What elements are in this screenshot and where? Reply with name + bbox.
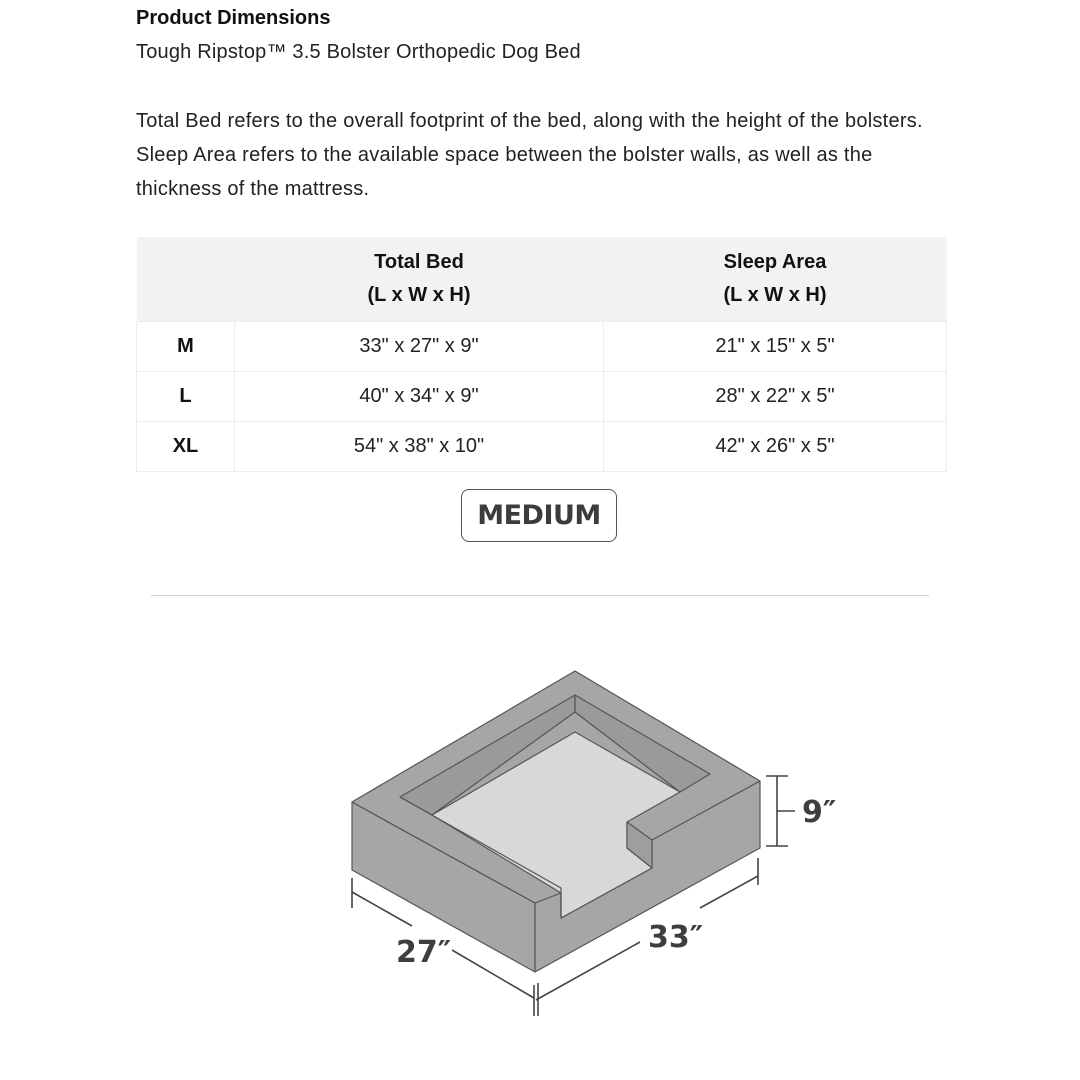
size-medium-button[interactable]: MEDIUM bbox=[461, 489, 617, 542]
header-sleep-area bbox=[604, 237, 947, 322]
header-total-bed bbox=[235, 237, 604, 322]
dimensions-description: Total Bed refers to the overall footprint of the bed, along with the height of the bolsters. Sleep Area refers to the available space between the bolster walls, as well as the thickness of the mattress. bbox=[136, 110, 923, 200]
table-row bbox=[137, 422, 947, 472]
dimensions-table bbox=[136, 237, 947, 472]
table-header-row bbox=[137, 237, 947, 322]
section-heading: Product Dimensions bbox=[136, 7, 331, 29]
product-name: Tough Ripstop™ 3.5 Bolster Orthopedic Dog Bed bbox=[136, 41, 581, 63]
total-bed-cell: 54" x 38" x 10" bbox=[235, 422, 604, 472]
size-cell: M bbox=[137, 322, 235, 372]
total-bed-cell: 33" x 27" x 9" bbox=[235, 322, 604, 372]
sleep-area-cell: 21" x 15" x 5" bbox=[604, 322, 947, 372]
width-label: 27″ bbox=[396, 935, 452, 970]
header-sleep-area-unit: (L x W x H) bbox=[723, 284, 827, 306]
size-cell: L bbox=[137, 372, 235, 422]
height-dimension bbox=[766, 776, 795, 846]
table-row bbox=[137, 372, 947, 422]
sleep-area-cell: 42" x 26" x 5" bbox=[604, 422, 947, 472]
length-label: 33″ bbox=[648, 920, 704, 955]
bed-dimension-diagram bbox=[0, 600, 1080, 1040]
header-total-bed-title: Total Bed bbox=[374, 251, 464, 273]
height-label: 9″ bbox=[802, 795, 837, 830]
total-bed-cell: 40" x 34" x 9" bbox=[235, 372, 604, 422]
size-cell: XL bbox=[137, 422, 235, 472]
header-size bbox=[137, 237, 235, 322]
divider bbox=[151, 595, 929, 596]
sleep-area-cell: 28" x 22" x 5" bbox=[604, 372, 947, 422]
header-total-bed-unit: (L x W x H) bbox=[367, 284, 471, 306]
table-row bbox=[137, 322, 947, 372]
header-sleep-area-title: Sleep Area bbox=[723, 251, 827, 273]
